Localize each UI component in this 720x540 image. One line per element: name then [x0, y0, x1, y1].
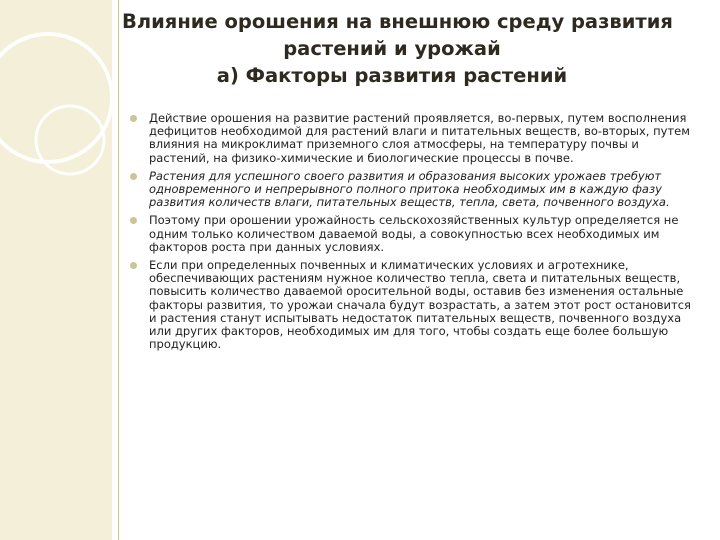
- bullet-item: [128, 214, 698, 254]
- bullet-icon: [130, 217, 137, 224]
- slide-title: [122, 8, 673, 89]
- title-line-1: Влияние орошения на внешнюю среду развития: [122, 10, 673, 33]
- vertical-divider: [118, 0, 119, 540]
- title-line-3: а) Факторы развития растений: [216, 64, 568, 87]
- decorative-side-panel: [0, 0, 112, 540]
- decorative-circles: [0, 0, 112, 540]
- bullet-icon: [130, 115, 137, 122]
- bullet-item: [128, 170, 698, 210]
- bullet-text: Если при определенных почвенных и климатических условиях и агротехнике, обеспечивающих растениям нужное количество тепла, света и питательных веществ, повысить количество даваемой оросительной воды, оставив без изменения остальные факторы развития, то урожаи сначала будут возрастать, а затем этот рост остановится и растения станут испытывать недостаток питательных веществ, почвенного воздуха или других факторов, необходимых им для того, чтобы создать еще более большую продукцию.: [149, 258, 691, 352]
- bullet-text: Растения для успешного своего развития и образования высоких урожаев требуют одновременного и непрерывного полного притока необходимых им в каждую фазу развития количеств влаги, питательных веществ, тепла, света, почвенного воздуха.: [149, 168, 670, 210]
- bullet-icon: [130, 262, 137, 269]
- bullet-text: Действие орошения на развитие растений проявляется, во-первых, путем восполнения дефицитов необходимой для растений влаги и питательных веществ, во-вторых, путем влияния на микроклимат приземного слоя атмосферы, на температуру почвы и растений, на физико-химические и биологические процессы в почве.: [149, 111, 690, 165]
- bullet-icon: [130, 173, 137, 180]
- bullet-text: Поэтому при орошении урожайность сельскохозяйственных культур определяется не одним только количеством даваемой воды, а совокупностью всех необходимых им факторов роста при данных условиях.: [149, 213, 679, 254]
- bullet-item: [128, 112, 698, 165]
- bullet-list: [128, 112, 698, 356]
- title-line-2: растений и урожай: [283, 37, 501, 60]
- bullet-item: [128, 259, 698, 351]
